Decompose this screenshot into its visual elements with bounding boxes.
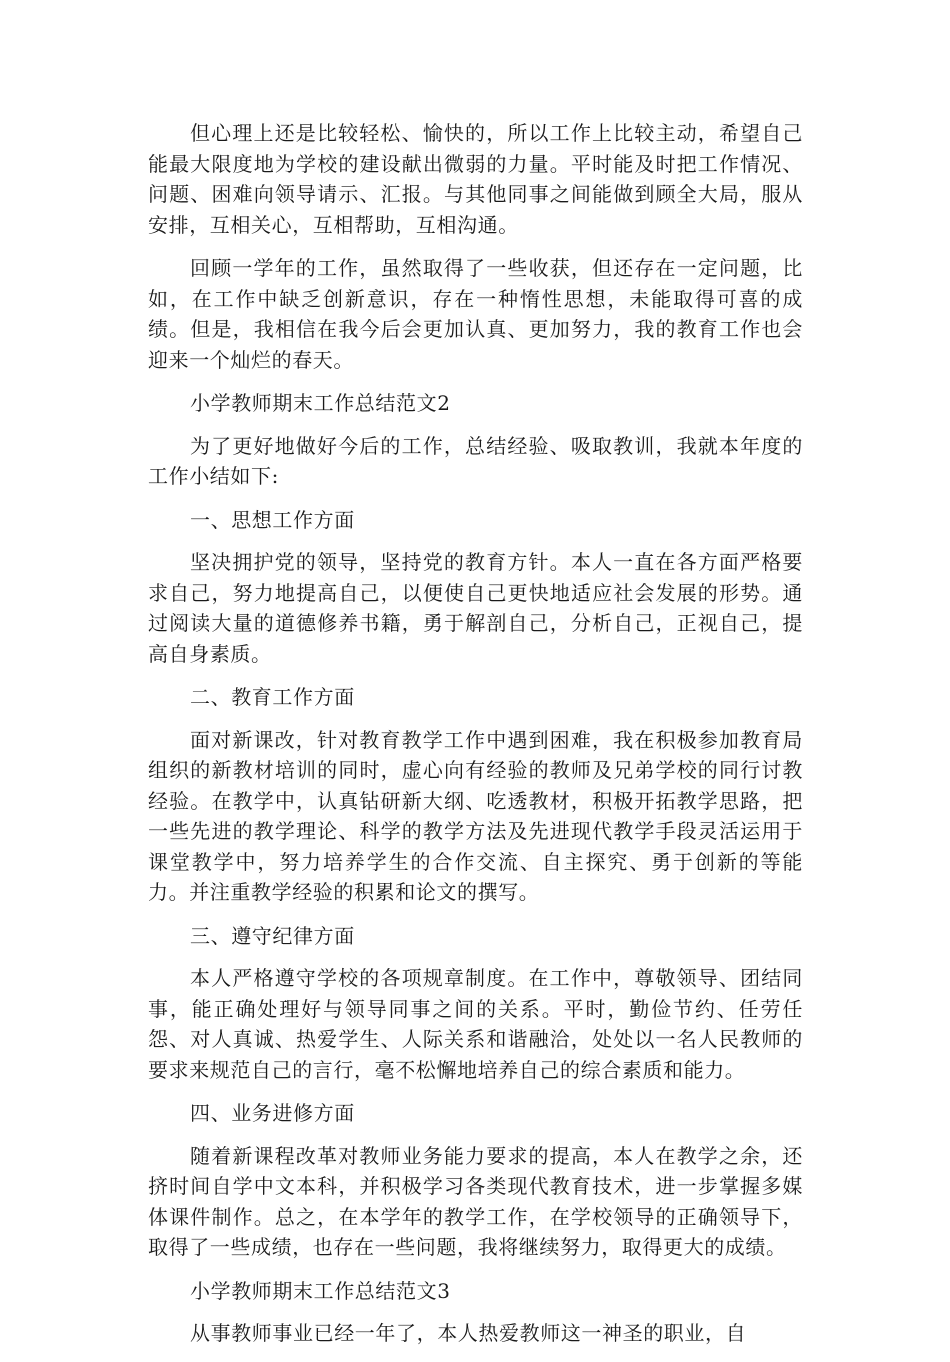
paragraph-ideology: 坚决拥护党的领导，坚持党的教育方针。本人一直在各方面严格要求自己，努力地提高自己，以便使自己更快地适应社会发展的形势。通过阅读大量的道德修养书籍，勇于解剖自己，分析自己，正视自己，提高自身素质。 [148,550,803,666]
paragraph-review: 回顾一学年的工作，虽然取得了一些收获，但还存在一定问题，比如，在工作中缺乏创新意识，存在一种惰性思想，未能取得可喜的成绩。但是，我相信在我今后会更加认真、更加努力，我的教育工作也会迎来一个灿烂的春天。 [148,256,803,372]
paragraph-sample-3-start: 从事教师事业已经一年了，本人热爱教师这一神圣的职业，自 [190,1321,747,1345]
paragraph-education: 面对新课改，针对教育教学工作中遇到困难，我在积极参加教育局组织的新教材培训的同时，虚心向有经验的教师及兄弟学校的同行讨教经验。在教学中，认真钻研新大纲、吃透教材，积极开拓教学思路，把一些先进的教学理论、科学的教学方法及先进现代教学手段灵活运用于课堂教学中，努力培养学生的合作交流、自主探究、勇于创新的等能力。并注重教学经验的积累和论文的撰写。 [148,727,803,904]
document-body [148,118,803,1362]
heading-ideology: 一、思想工作方面 [190,507,355,532]
heading-discipline: 三、遵守纪律方面 [190,923,355,948]
paragraph-professional-study: 随着新课程改革对教师业务能力要求的提高，本人在教学之余，还挤时间自学中文本科，并积极学习各类现代教育技术，进一步掌握多媒体课件制作。总之，在本学年的教学工作，在学校领导的正确领导下，取得了一些成绩，也存在一些问题，我将继续努力，取得更大的成绩。 [148,1143,803,1259]
section-title-sample-3: 小学教师期末工作总结范文3 [190,1278,451,1303]
paragraph-discipline: 本人严格遵守学校的各项规章制度。在工作中，尊敬领导、团结同事，能正确处理好与领导同事之间的关系。平时，勤俭节约、任劳任怨、对人真诚、热爱学生、人际关系和谐融洽，处处以一名人民教师的要求来规范自己的言行，毫不松懈地培养自己的综合素质和能力。 [148,966,803,1082]
paragraph-continued-attitude: 但心理上还是比较轻松、愉快的，所以工作上比较主动，希望自己能最大限度地为学校的建设献出微弱的力量。平时能及时把工作情况、问题、困难向领导请示、汇报。与其他同事之间能做到顾全大局，服从安排，互相关心，互相帮助，互相沟通。 [148,121,803,237]
heading-education: 二、教育工作方面 [190,685,355,709]
heading-professional-study: 四、业务进修方面 [190,1101,355,1125]
paragraph-intro: 为了更好地做好今后的工作，总结经验、吸取教训，我就本年度的工作小结如下: [148,433,803,488]
section-title-sample-2: 小学教师期末工作总结范文2 [190,391,451,415]
